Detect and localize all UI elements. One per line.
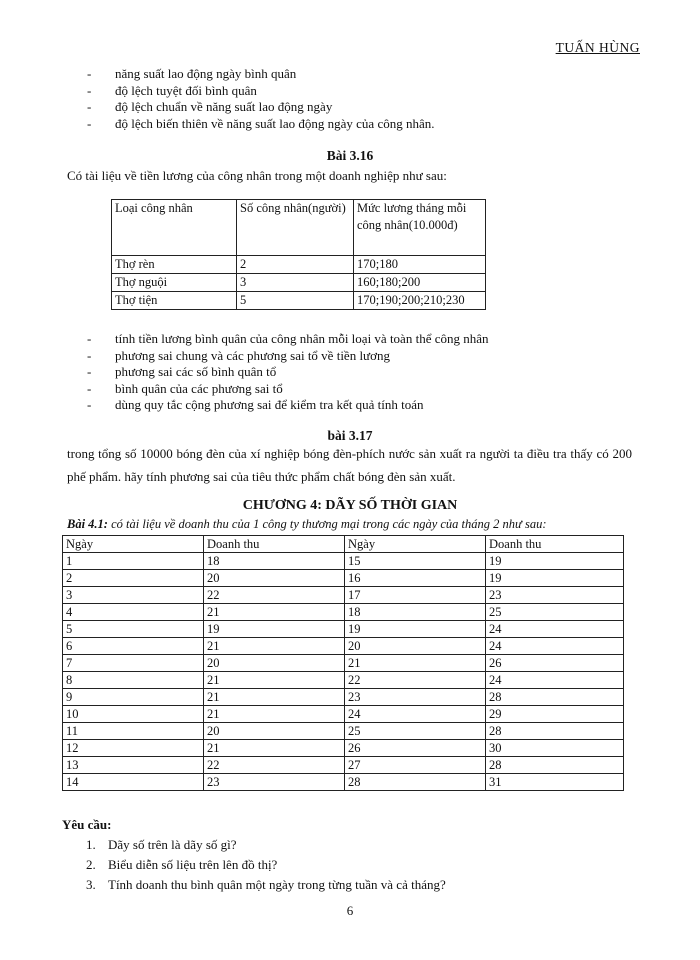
table-row [63,723,624,740]
table-cell: Thợ nguội [112,274,237,292]
list-item [86,855,446,875]
table-cell: 21 [204,740,345,757]
table-cell: 26 [486,655,624,672]
table-cell: 11 [63,723,204,740]
table-header-cell: Doanh thu [204,536,345,553]
revenue-table [62,535,624,791]
table-header-cell: Ngày [345,536,486,553]
table-cell: 28 [486,723,624,740]
list-item: - phương sai các số bình quân tổ [87,364,489,381]
table-cell: 23 [204,774,345,791]
table-header-cell: Loại công nhân [112,200,237,256]
table-cell: 29 [486,706,624,723]
item-text: Tính doanh thu bình quân một ngày trong từng tuần và cả tháng? [108,877,446,892]
table-cell: 19 [486,553,624,570]
table-cell: 23 [345,689,486,706]
table-cell: 23 [486,587,624,604]
table-cell: 28 [486,757,624,774]
table-cell: 25 [486,604,624,621]
list-item: - phương sai chung và các phương sai tổ về tiền lương [87,348,489,365]
table-cell: 21 [204,638,345,655]
table-cell: 20 [345,638,486,655]
table-cell: Thợ tiện [112,292,237,310]
table-cell: 30 [486,740,624,757]
table-cell: 19 [486,570,624,587]
item-number: 1. [86,837,96,852]
list-item: - độ lệch chuẩn về năng suất lao động ngày [87,99,435,116]
table-cell: 28 [486,689,624,706]
table-row [112,256,486,274]
table-cell: 22 [204,587,345,604]
table-cell: 28 [345,774,486,791]
exercise-316-title: Bài 3.16 [326,148,374,163]
table-cell: 8 [63,672,204,689]
table-cell: 4 [63,604,204,621]
table-cell: 1 [63,553,204,570]
list-item [86,835,446,855]
header-author: TUẤN HÙNG [555,40,640,55]
exercise-317-title: bài 3.17 [327,428,373,443]
table-row [63,689,624,706]
table-row [112,274,486,292]
table-cell: 170;180 [354,256,486,274]
exercise-316-tasks [87,331,489,414]
exercise-41-text: có tài liệu về doanh thu của 1 công ty thương mại trong các ngày của tháng 2 như sau: [107,517,547,531]
table-cell: 20 [204,570,345,587]
table-cell: 16 [345,570,486,587]
table-row [63,672,624,689]
table-cell: 3 [63,587,204,604]
table-header-cell: Doanh thu [486,536,624,553]
table-cell: 24 [486,638,624,655]
table-cell: Thợ rèn [112,256,237,274]
requirements-list [86,835,446,895]
table-row [63,706,624,723]
table-cell: 160;180;200 [354,274,486,292]
table-header-cell: Ngày [63,536,204,553]
table-cell: 2 [63,570,204,587]
list-item: - độ lệch tuyệt đối bình quân [87,83,435,100]
table-row [63,604,624,621]
table-cell: 24 [486,672,624,689]
salary-table [111,199,486,310]
table-cell: 18 [345,604,486,621]
exercise-41-label: Bài 4.1: [67,517,108,531]
list-item: - năng suất lao động ngày bình quân [87,66,435,83]
table-cell: 17 [345,587,486,604]
top-list [87,66,435,132]
table-cell: 5 [237,292,354,310]
table-cell: 24 [345,706,486,723]
table-row [63,587,624,604]
table-row [63,553,624,570]
exercise-316-intro: Có tài liệu về tiền lương của công nhân trong một doanh nghiệp như sau: [67,168,447,183]
table-cell: 6 [63,638,204,655]
list-item: - tính tiền lương bình quân của công nhân mỗi loại và toàn thể công nhân [87,331,489,348]
table-cell: 21 [204,706,345,723]
table-row [63,757,624,774]
table-cell: 2 [237,256,354,274]
table-cell: 13 [63,757,204,774]
table-cell: 10 [63,706,204,723]
table-cell: 21 [204,672,345,689]
table-cell: 25 [345,723,486,740]
chapter-title: CHƯƠNG 4: DÃY SỐ THỜI GIAN [242,498,458,513]
table-cell: 15 [345,553,486,570]
table-cell: 20 [204,723,345,740]
table-cell: 19 [345,621,486,638]
table-cell: 27 [345,757,486,774]
exercise-41-intro [67,517,547,532]
requirements-title: Yêu cầu: [62,817,112,832]
table-cell: 19 [204,621,345,638]
list-item: - bình quân của các phương sai tổ [87,381,489,398]
table-cell: 14 [63,774,204,791]
page-number: 6 [346,903,354,918]
list-item [86,875,446,895]
table-cell: 24 [486,621,624,638]
table-cell: 26 [345,740,486,757]
table-row [63,570,624,587]
table-cell: 18 [204,553,345,570]
table-cell: 7 [63,655,204,672]
exercise-317-text: trong tổng số 10000 bóng đèn của xí nghiệp bóng đèn-phích nước sản xuất ra người ta điều tra thấy có 200 phế phẩm. hãy tính phương sai của tiêu thức phẩm chất bóng đèn sản xuất. [67,446,632,484]
table-row [63,740,624,757]
item-text: Dãy số trên là dãy số gì? [108,837,237,852]
table-header-cell: Số công nhân(người) [237,200,354,256]
table-row [63,655,624,672]
table-cell: 22 [204,757,345,774]
table-cell: 21 [345,655,486,672]
table-cell: 21 [204,689,345,706]
table-cell: 5 [63,621,204,638]
table-row [63,621,624,638]
list-item: - độ lệch biến thiên về năng suất lao động ngày của công nhân. [87,116,435,133]
item-number: 2. [86,857,96,872]
table-row [112,292,486,310]
table-cell: 22 [345,672,486,689]
table-header-cell: Mức lương tháng mỗi công nhân(10.000đ) [354,200,486,256]
list-item: - dùng quy tắc cộng phương sai để kiểm tra kết quả tính toán [87,397,489,414]
table-cell: 21 [204,604,345,621]
table-cell: 170;190;200;210;230 [354,292,486,310]
table-cell: 9 [63,689,204,706]
table-cell: 3 [237,274,354,292]
item-text: Biểu diễn số liệu trên lên đồ thị? [108,857,278,872]
table-cell: 31 [486,774,624,791]
item-number: 3. [86,877,96,892]
table-row [63,774,624,791]
table-row [63,638,624,655]
table-cell: 12 [63,740,204,757]
table-cell: 20 [204,655,345,672]
